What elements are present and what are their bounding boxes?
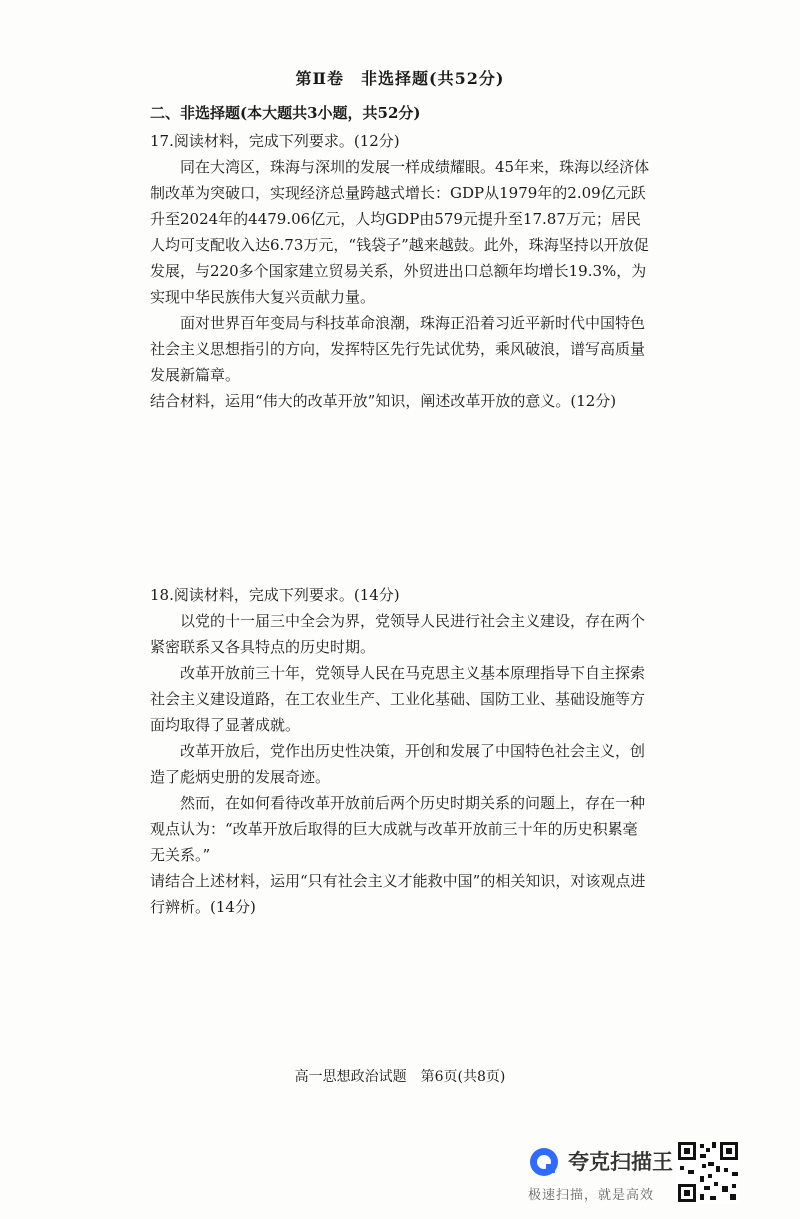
question-18 bbox=[150, 582, 650, 920]
question-18-material-1: 以党的十一届三中全会为界，党领导人民进行社会主义建设，存在两个紧密联系又各具特点的历史时期。 bbox=[150, 612, 646, 656]
question-17-material-2: 面对世界百年变局与科技革命浪潮，珠海正沿着习近平新时代中国特色社会主义思想指引的方向，发挥特区先行先试优势，乘风破浪，谱写高质量发展新篇章。 bbox=[150, 314, 646, 384]
qr-code-icon bbox=[676, 1140, 740, 1204]
page-footer: 高一思想政治试题 第6页(共8页) bbox=[294, 1069, 506, 1085]
question-18-material-2: 改革开放前三十年，党领导人民在马克思主义基本原理指导下自主探索社会主义建设道路，在工农业生产、工业化基础、国防工业、基础设施等方面均取得了显著成就。 bbox=[150, 664, 646, 734]
scanner-watermark bbox=[528, 1140, 798, 1210]
quark-logo-icon bbox=[528, 1146, 560, 1178]
section-title: 第Ⅱ卷 非选择题(共52分) bbox=[295, 69, 505, 88]
question-17-title: 17.阅读材料，完成下列要求。(12分) bbox=[150, 132, 400, 150]
question-18-title: 18.阅读材料，完成下列要求。(14分) bbox=[150, 586, 400, 604]
question-17 bbox=[150, 128, 650, 414]
watermark-brand: 夸克扫描王 bbox=[568, 1150, 673, 1174]
question-17-task: 结合材料，运用“伟大的改革开放”知识，阐述改革开放的意义。(12分) bbox=[150, 392, 617, 410]
question-18-material-3: 改革开放后，党作出历史性决策，开创和发展了中国特色社会主义，创造了彪炳史册的发展奇迹。 bbox=[150, 742, 646, 786]
watermark-slogan: 极速扫描，就是高效 bbox=[528, 1188, 655, 1203]
question-18-material-4: 然而，在如何看待改革开放前后两个历史时期关系的问题上，存在一种观点认为：“改革开放后取得的巨大成就与改革开放前三十年的历史积累毫无关系。” bbox=[150, 794, 646, 864]
question-17-material-1: 同在大湾区，珠海与深圳的发展一样成绩耀眼。45年来，珠海以经济体制改革为突破口，实现经济总量跨越式增长：GDP从1979年的2.09亿元跃升至2024年的4479.06亿元，人均GDP由579元提升至17.87万元；居民人均可支配收入达6.73万元，“钱袋子”越来越鼓。此外，珠海坚持以开放促发展，与220多个国家建立贸易关系，外贸进出口总额年均增长19.3%，为实现中华民族伟大复兴贡献力量。 bbox=[150, 158, 650, 306]
question-18-task: 请结合上述材料，运用“只有社会主义才能救中国”的相关知识，对该观点进行辨析。(14分) bbox=[150, 872, 646, 916]
section-heading: 二、非选择题(本大题共3小题，共52分) bbox=[150, 104, 421, 122]
